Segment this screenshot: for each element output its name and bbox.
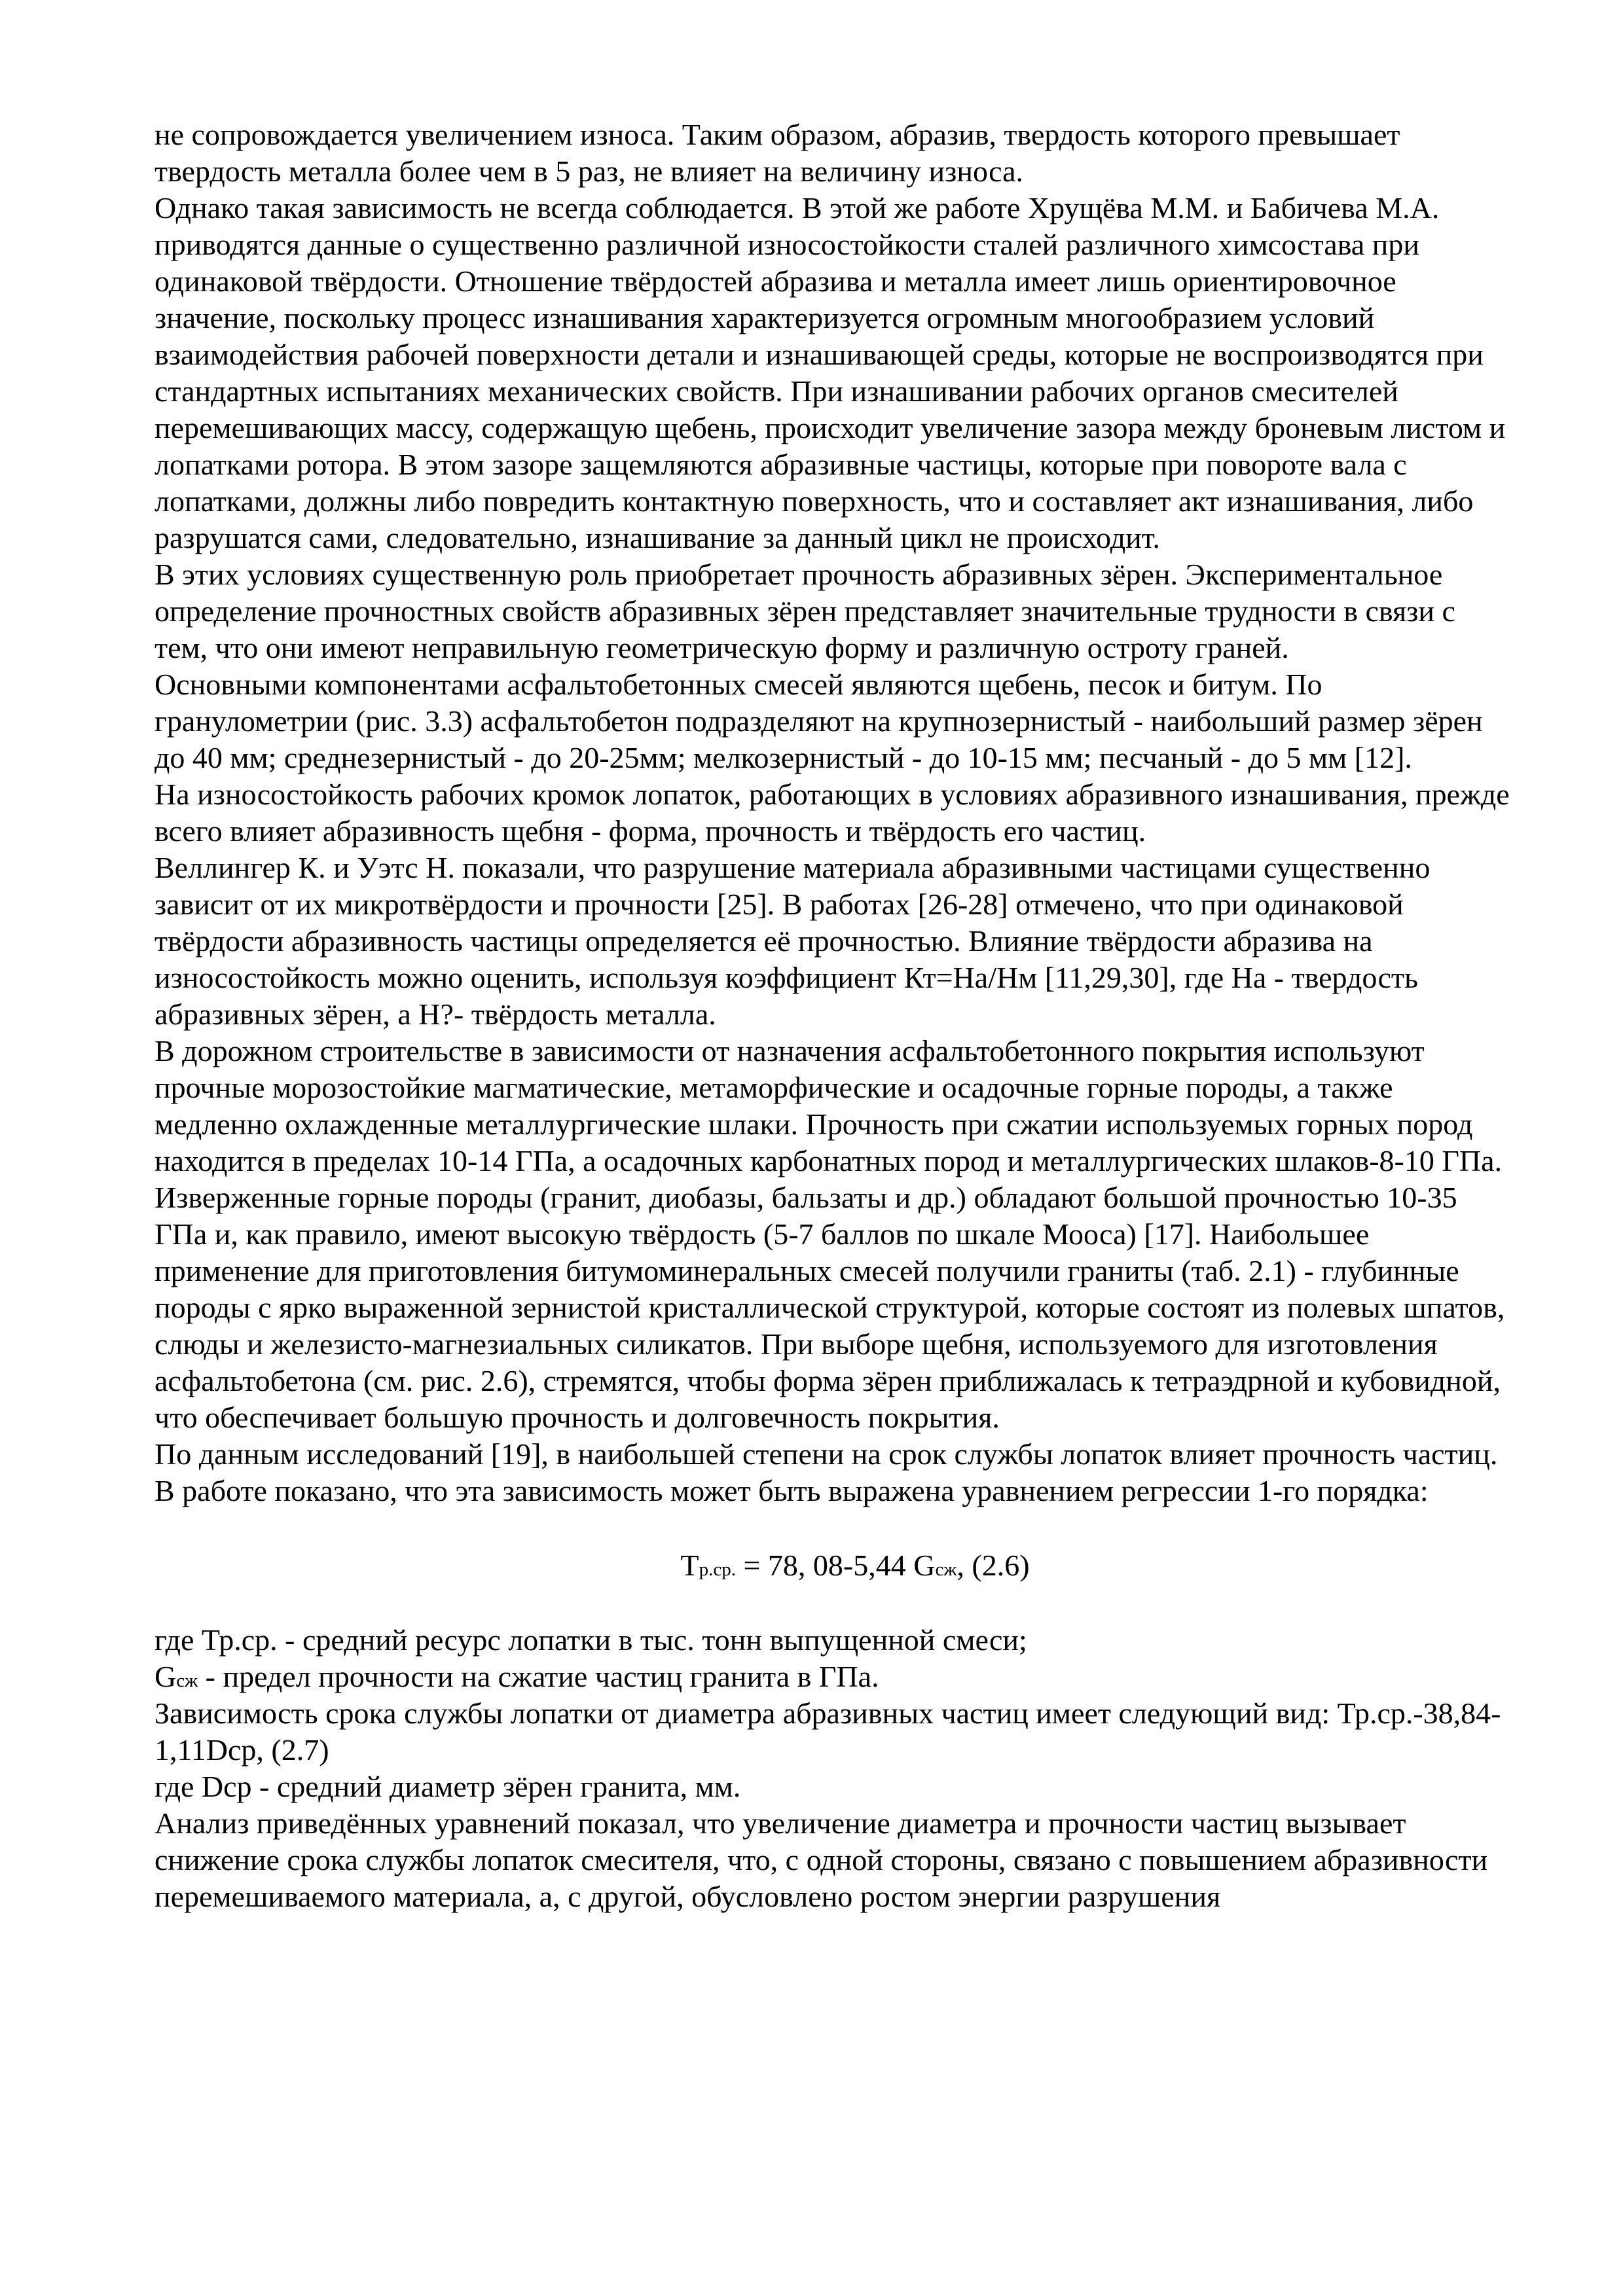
formula-tail: , (2.6) xyxy=(957,1549,1030,1582)
formula-t-symbol: Т xyxy=(680,1549,699,1582)
paragraph-11: Анализ приведённых уравнений показал, что увеличение диаметра и прочности частиц вызывает снижение срока службы лопаток смесителя, что, с одной стороны, связано с повышением абразивности перемешиваемого материала, а, с другой, обусловлено ростом энергии разрушения xyxy=(155,1806,1488,1913)
paragraph-7: В дорожном строительстве в зависимости от назначения асфальтобетонного покрытия используют прочные морозостойкие магматические, метаморфические и осадочные горные породы, а также медленно охлажденные металлургические шлаки. Прочность при сжатии используемых горных пород находится в пределах 10-14 ГПа, а осадочных карбонатных пород и металлургических шлаков-8-10 ГПа. Изверженные горные породы (гранит, диобазы, бальзаты и др.) обладают большой прочностью 10-35 ГПа и, как правило, имеют высокую твёрдость (5-7 баллов по шкале Мооса) [17]. Наибольшее применение для приготовления битумоминеральных смесей получили граниты (таб. 2.1) - глубинные породы с ярко выраженной зернистой кристаллической структурой, которые состоят из полевых шпатов, слюды и железисто-магнезиальных силикатов. При выборе щебня, используемого для изготовления асфальтобетона (см. рис. 2.6), стремятся, чтобы форма зёрен приближалась к тетраэдрной и кубовидной, что обеспечивает большую прочность и долговечность покрытия. xyxy=(155,1034,1505,1434)
paragraph-8: По данным исследований [19], в наибольшей степени на срок службы лопаток влияет прочность частиц. В работе показано, что эта зависимость может быть выражена уравнением регрессии 1-го порядка: xyxy=(155,1437,1498,1507)
paragraph-10: где Dср - средний диаметр зёрен гранита, мм. xyxy=(155,1770,741,1803)
formula-t-subscript: р.ср. xyxy=(699,1559,736,1580)
paragraph-5: На износостойкость рабочих кромок лопаток, работающих в условиях абразивного изнашивания, прежде всего влияет абразивность щебня - форма, прочность и твёрдость его частиц. xyxy=(155,778,1510,848)
regression-formula xyxy=(155,1509,1510,1622)
where-line-2-text: - предел прочности на сжатие частиц гранита в ГПа. xyxy=(198,1660,879,1693)
paragraph-4: Основными компонентами асфальтобетонных смесей являются щебень, песок и битум. По гранулометрии (рис. 3.3) асфальтобетон подразделяют на крупнозернистый - наибольший размер зёрен до 40 мм; среднезернистый - до 20-25мм; мелкозернистый - до 10-15 мм; песчаный - до 5 мм [12]. xyxy=(155,668,1483,774)
where-g-subscript: сж xyxy=(176,1670,198,1691)
formula-g-subscript: сж xyxy=(935,1559,957,1580)
paragraph-1: не сопровождается увеличением износа. Таким образом, абразив, твердость которого превышает твердость металла более чем в 5 раз, не влияет на величину износа. xyxy=(155,118,1400,188)
paragraph-6: Веллингер К. и Уэтс Н. показали, что разрушение материала абразивными частицами существенно зависит от их микротвёрдости и прочности [25]. В работах [26-28] отмечено, что при одинаковой твёрдости абразивность частицы определяется её прочностью. Влияние твёрдости абразива на износостойкость можно оценить, используя коэффициент Кт=На/Нм [11,29,30], где На - твердость абразивных зёрен, а Н?- твёрдость металла. xyxy=(155,851,1431,1031)
paragraph-3: В этих условиях существенную роль приобретает прочность абразивных зёрен. Экспериментальное определение прочностных свойств абразивных зёрен представляет значительные трудности в связи с тем, что они имеют неправильную геометрическую форму и различную остроту граней. xyxy=(155,558,1455,664)
where-line-1: где Тр.ср. - средний ресурс лопатки в тыс. тонн выпущенной смеси; xyxy=(155,1623,1027,1657)
formula-middle: = 78, 08-5,44 G xyxy=(735,1549,936,1582)
where-g-symbol: G xyxy=(155,1660,177,1693)
paragraph-9: Зависимость срока службы лопатки от диаметра абразивных частиц имеет следующий вид: Тр.ср.-38,84-1,11Dср, (2.7) xyxy=(155,1696,1501,1767)
where-line-2 xyxy=(155,1659,1510,1695)
document-page xyxy=(155,117,1510,1915)
paragraph-2: Однако такая зависимость не всегда соблюдается. В этой же работе Хрущёва М.М. и Бабичева М.А. приводятся данные о существенно различной износостойкости сталей различного химсостава при одинаковой твёрдости. Отношение твёрдостей абразива и металла имеет лишь ориентировочное значение, поскольку процесс изнашивания характеризуется огромным многообразием условий взаимодействия рабочей поверхности детали и изнашивающей среды, которые не воспроизводятся при стандартных испытаниях механических свойств. При изнашивании рабочих органов смесителей перемешивающих массу, содержащую щебень, происходит увеличение зазора между броневым листом и лопатками ротора. В этом зазоре защемляются абразивные частицы, которые при повороте вала с лопатками, должны либо повредить контактную поверхность, что и составляет акт изнашивания, либо разрушатся сами, следовательно, изнашивание за данный цикл не происходит. xyxy=(155,191,1506,554)
